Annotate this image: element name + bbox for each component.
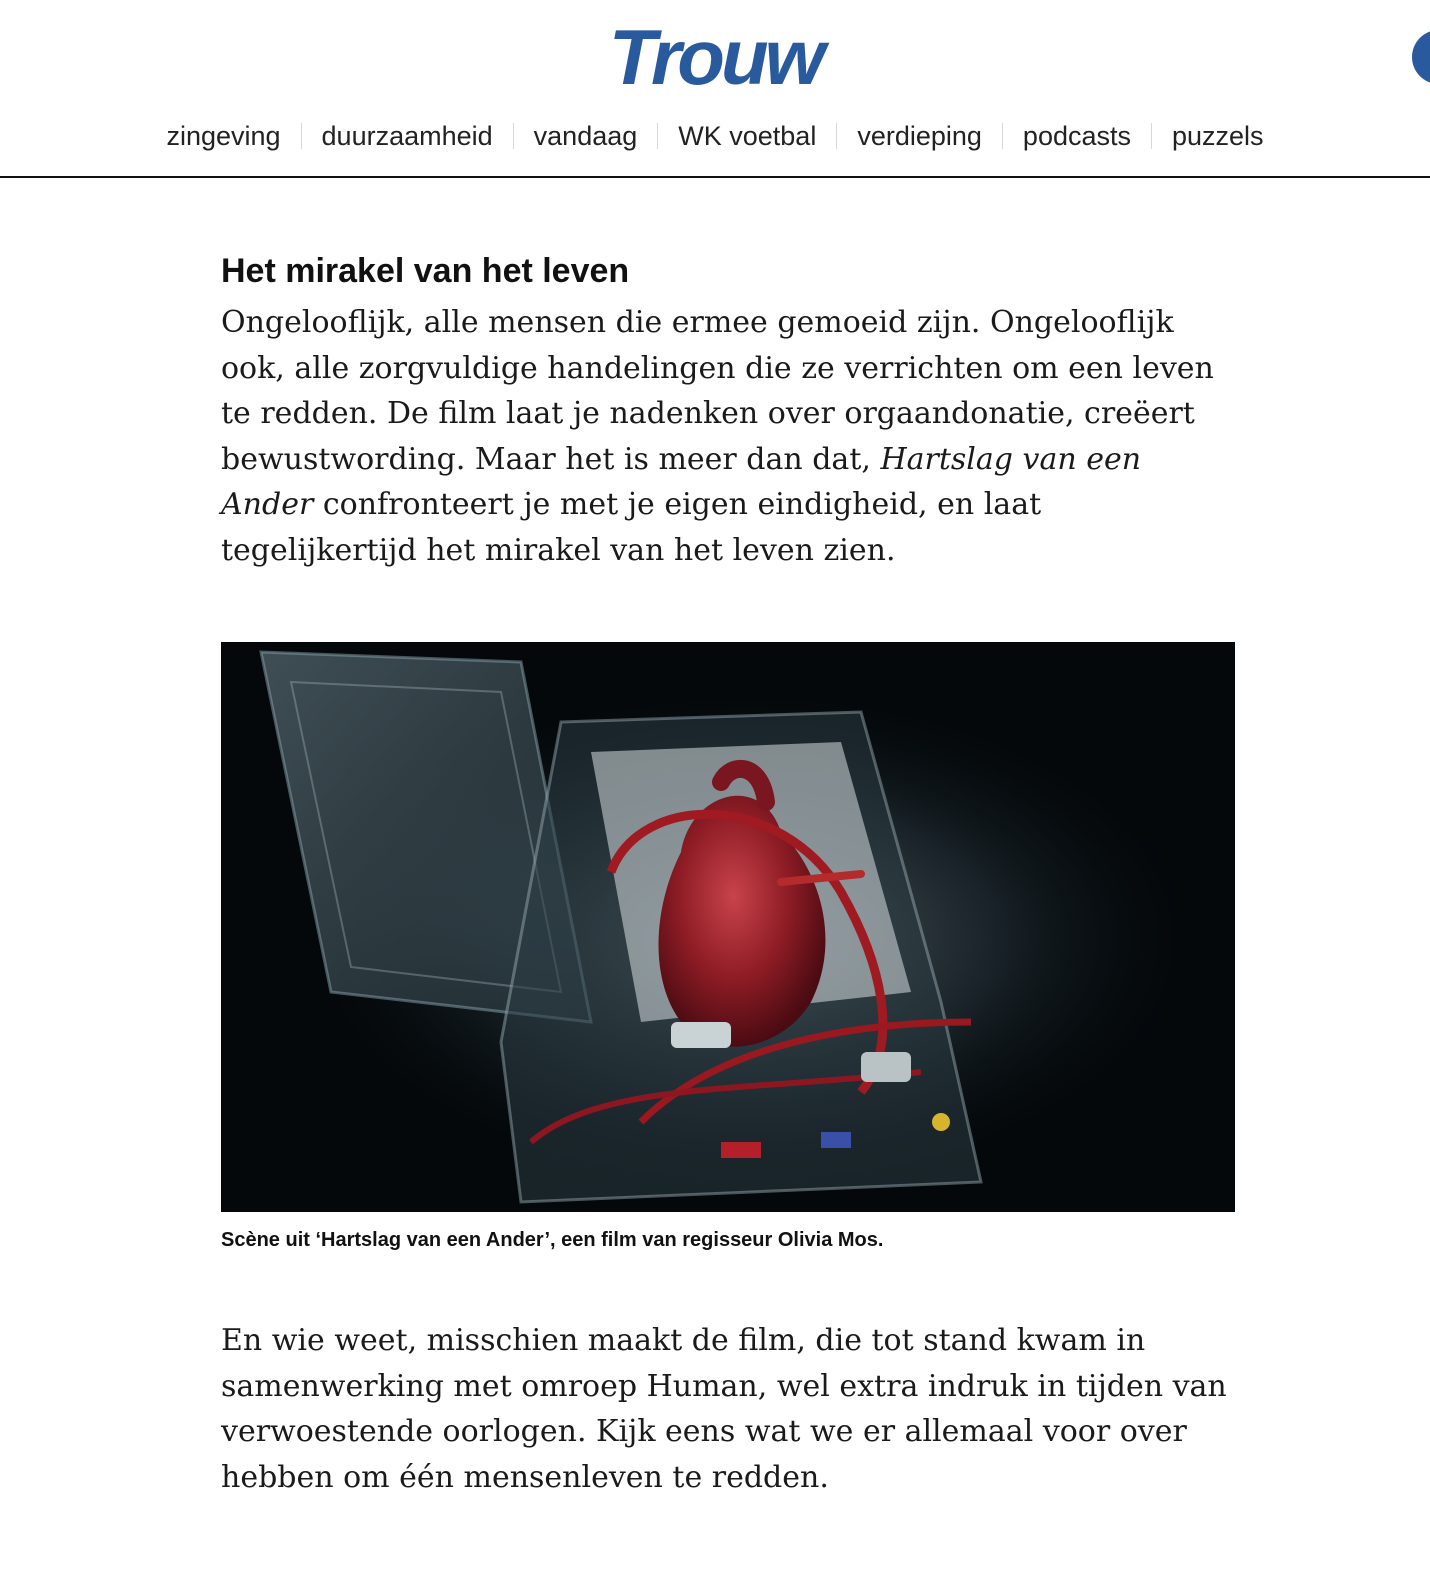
photo-caption: Scène uit ‘Hartslag van een Ander’, een film van regisseur Olivia Mos. — [221, 1229, 884, 1251]
article-paragraph-2: En wie weet, misschien maakt de film, die tot stand kwam in samenwerking met omroep Human, wel extra indruk in tijden van verwoestende oorlogen. Kijk eens wat we er allemaal voor over hebben om één mensenleven te redden. — [221, 1323, 1227, 1495]
section-heading: Het mirakel van het leven — [221, 252, 630, 290]
heart-in-organ-box-image — [221, 642, 1235, 1212]
nav-item-wk-voetbal[interactable]: WK voetbal — [678, 121, 817, 151]
nav-item-puzzels[interactable]: puzzels — [1172, 121, 1264, 151]
nav-item-verdieping[interactable]: verdieping — [857, 121, 982, 151]
main-nav — [0, 112, 1430, 160]
article-photo[interactable] — [221, 642, 1235, 1212]
nav-item-duurzaamheid[interactable]: duurzaamheid — [321, 121, 493, 151]
paragraph-text: Ongelooflijk, alle mensen die ermee gemoeid zijn. Ongelooflijk ook, alle zorgvuldige handelingen die ze verrichten om een leven te redden. De film laat je nadenken over orgaandonatie, creëert bewustwording. Maar het is meer dan dat, — [221, 305, 1214, 477]
film-title-italic: Hartslag van een Ander — [221, 441, 1142, 523]
nav-item-vandaag[interactable]: vandaag — [533, 121, 638, 151]
trouw-logo[interactable]: Trouw — [608, 13, 822, 101]
site-header — [0, 0, 1430, 178]
article-paragraph — [221, 300, 1235, 574]
paragraph-text: confronteert je met je eigen eindigheid, en laat tegelijkertijd het mirakel van het leven zien. — [221, 487, 1042, 568]
nav-item-podcasts[interactable]: podcasts — [1022, 121, 1131, 151]
nav-item-zingeving[interactable]: zingeving — [166, 121, 281, 151]
